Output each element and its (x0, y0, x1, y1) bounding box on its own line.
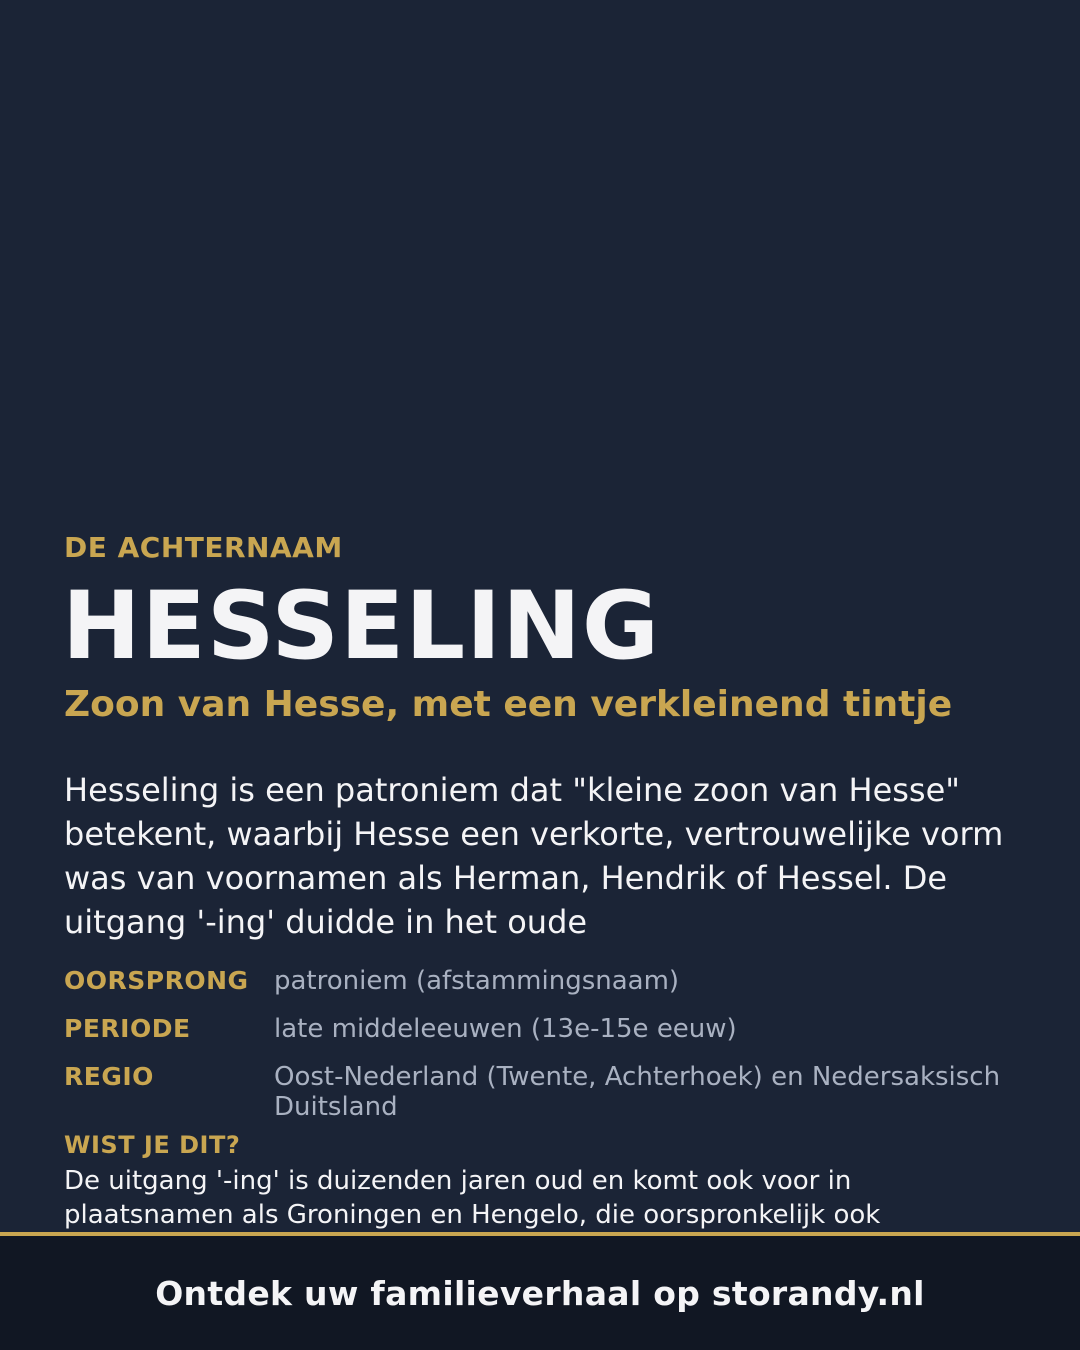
footer-cta: Ontdek uw familieverhaal op storandy.nl (155, 1273, 925, 1313)
trivia-label: WIST JE DIT? (64, 1131, 241, 1159)
fact-value: late middeleeuwen (13e-15e eeuw) (274, 1014, 737, 1044)
fact-row-origin (64, 964, 1024, 998)
fact-value: patroniem (afstammingsnaam) (274, 966, 680, 996)
surname-description: Hesseling is een patroniem dat "kleine zoon van Hesse" betekent, waarbij Hesse een verkorte, vertrouwelijke vorm was van voornamen als Herman, Hendrik of Hessel. De uitgang '-ing' duidde in het oude (64, 771, 1004, 941)
fact-value: Oost-Nederland (Twente, Achterhoek) en Nedersaksisch Duitsland (274, 1062, 1001, 1122)
fact-label: REGIO (64, 1062, 154, 1091)
surname-subtitle: Zoon van Hesse, met een verkleinend tintje (64, 684, 953, 725)
fact-row-period (64, 1012, 1024, 1046)
facts-list (64, 964, 1024, 1136)
fact-label: OORSPRONG (64, 966, 249, 995)
eyebrow-label: DE ACHTERNAAM (64, 531, 343, 564)
footer-banner (0, 1232, 1080, 1350)
fact-label: PERIODE (64, 1014, 191, 1043)
surname-title: HESSELING (62, 572, 660, 681)
fact-row-region (64, 1060, 1024, 1122)
trivia-text: De uitgang '-ing' is duizenden jaren oud en komt ook voor in plaatsnamen als Groningen en Hengelo, die oorspronkelijk ook (64, 1166, 881, 1230)
